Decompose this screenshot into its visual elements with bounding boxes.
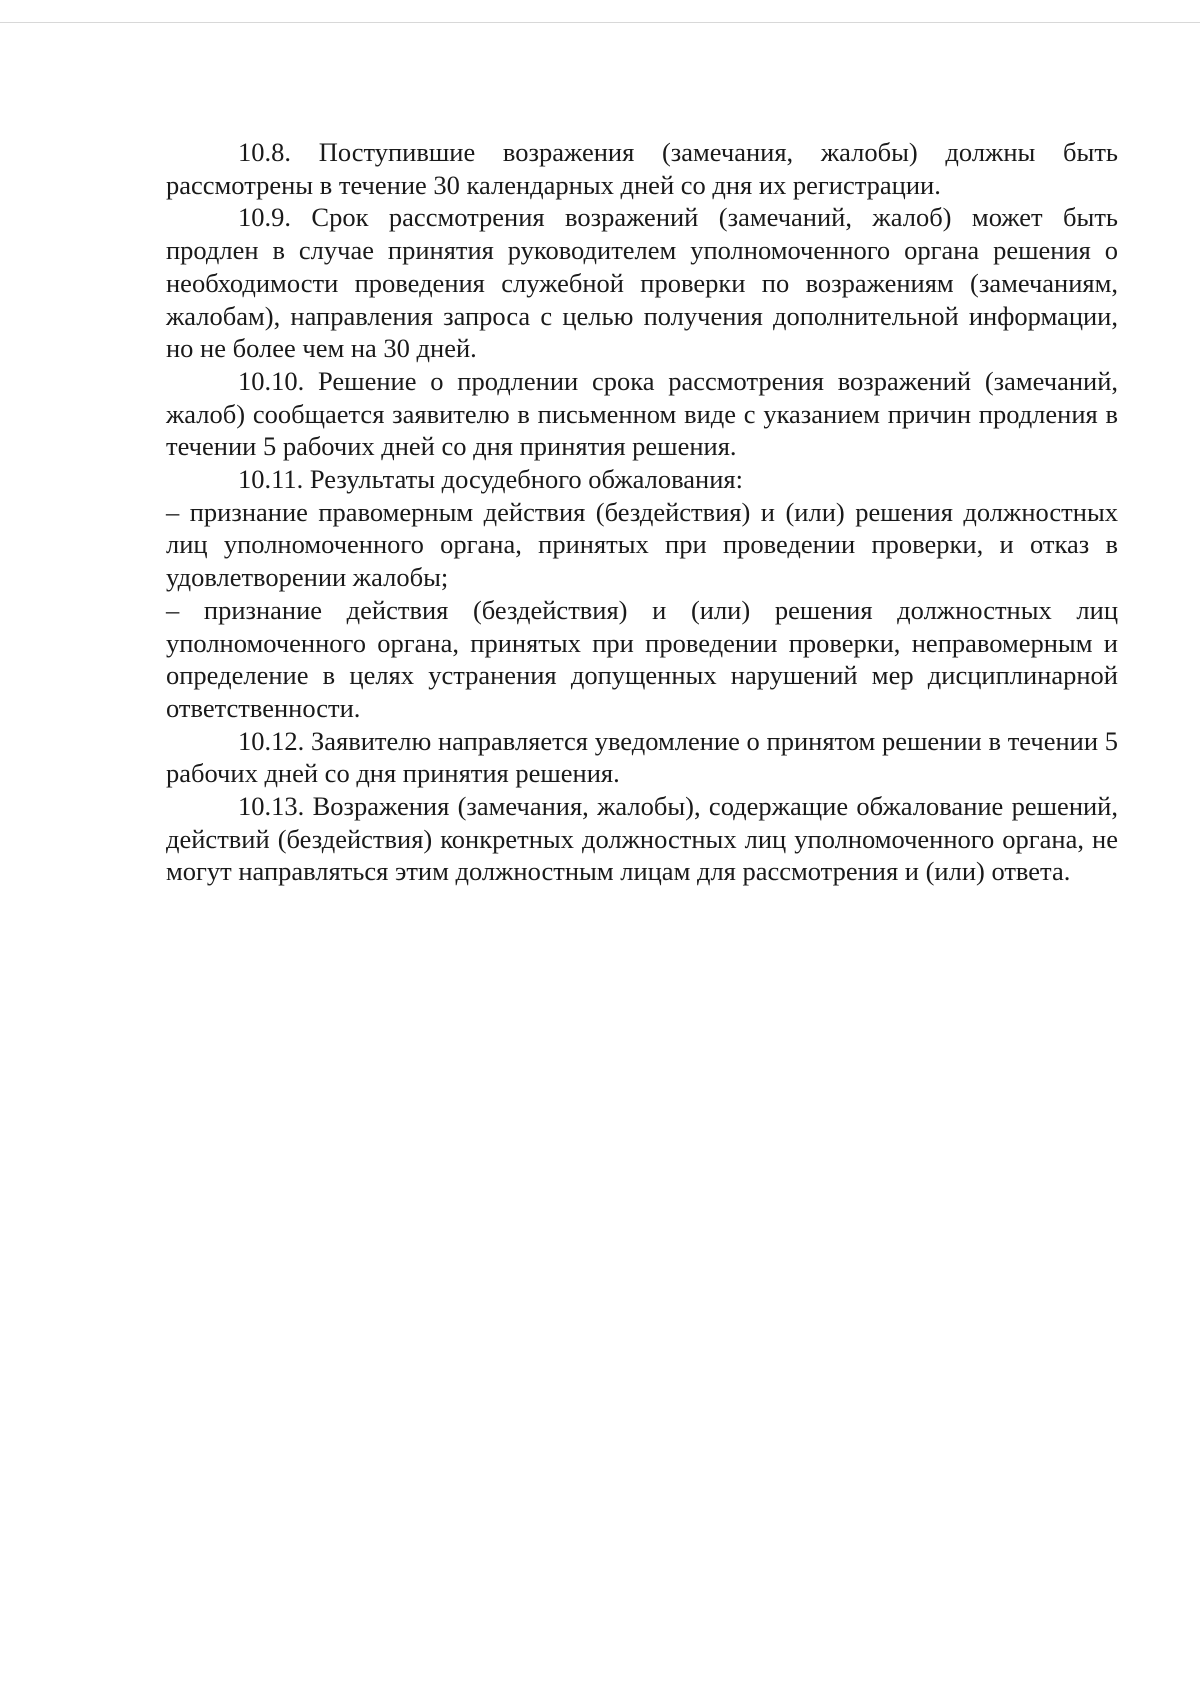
paragraph-10-9: 10.9. Срок рассмотрения возражений (замечаний, жалоб) может быть продлен в случае принятия руководителем уполномоченного органа решения о необходимости проведения служебной проверки по возражениям (замечаниям, жалобам), направления запроса с целью получения дополнительной информации, но не более чем на 30 дней. — [166, 202, 1118, 364]
paragraph-10-10: 10.10. Решение о продлении срока рассмотрения возражений (замечаний, жалоб) сообщается заявителю в письменном виде с указанием причин продления в течении 5 рабочих дней со дня принятия решения. — [166, 365, 1118, 462]
list-item-result-1: – признание правомерным действия (бездействия) и (или) решения должностных лиц уполномоченного органа, принятых при проведении проверки, и отказ в удовлетворении жалобы; — [166, 496, 1118, 593]
paragraph-10-12: 10.12. Заявителю направляется уведомление о принятом решении в течении 5 рабочих дней со дня принятия решения. — [166, 725, 1118, 789]
scan-edge-line — [0, 22, 1200, 23]
list-item-result-2: – признание действия (бездействия) и (или) решения должностных лиц уполномоченного органа, принятых при проведении проверки, неправомерным и определение в целях устранения допущенных нарушений мер дисциплинарной ответственности. — [166, 594, 1118, 723]
paragraph-10-8: 10.8. Поступившие возражения (замечания, жалобы) должны быть рассмотрены в течение 30 календарных дней со дня их регистрации. — [166, 137, 1118, 200]
paragraph-10-13: 10.13. Возражения (замечания, жалобы), содержащие обжалование решений, действий (бездействия) конкретных должностных лиц уполномоченного органа, не могут направляться этим должностным лицам для рассмотрения и (или) ответа. — [166, 791, 1118, 887]
paragraph-10-11: 10.11. Результаты досудебного обжалования: — [238, 464, 743, 495]
document-body — [166, 136, 1118, 888]
